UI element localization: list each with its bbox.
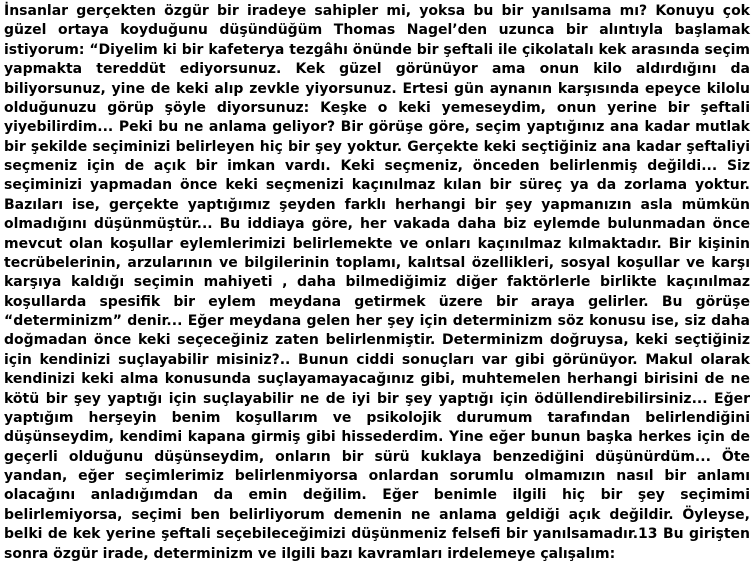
body-paragraph: İnsanlar gerçekten özgür bir iradeye sahipler mi, yoksa bu bir yanılsama mı? Konuyu çok güzel ortaya koyduğunu düşündüğüm Thomas Nagel’den uzunca bir alıntıyla başlamak istiyorum: “Diyelim ki bir kafeterya tezgâhı önünde bir şeftali ile çikolatalı kek arasında seçim yapmakta tereddüt ediyorsunuz. Kek güzel görünüyor ama onun kilo aldırdığını da biliyorsunuz, yine de keki alıp zevkle yiyorsunuz. Ertesi gün aynanın karşısında epeyce kilolu olduğunuzu görüp şöyle diyorsunuz: Keşke o keki yemeseydim, onun yerine bir şeftali yiyebilirdim... Peki bu ne anlama geliyor? Bir görüşe göre, seçim yaptığınız ana kadar mutlak bir şekilde seçiminizi belirleyen hiç bir şey yoktur. Gerçekte keki seçtiğiniz ana kadar şeftaliyi seçmeniz için de açık bir imkan vardı. Keki seçmeniz, önceden belirlenmiş değildi... Siz seçiminizi yapmadan önce keki seçmenizi kaçınılmaz kılan bir süreç ya da zorlama yoktur. Bazıları ise, gerçekte yaptığımız şeyden farklı herhangi bir şey yapmanızın asla mümkün olmadığını düşünmüştür... Bu iddiaya göre, her vakada daha biz eylemde bulunmadan önce mevcut olan koşullar eylemlerimizi belirlemekte ve onları kaçınılmaz kılmaktadır. Bir kişinin tecrübelerinin, arzularının ve bilgilerinin toplamı, kalıtsal özellikleri, sosyal koşullar ve karşı karşıya kaldığı seçimin mahiyeti , daha bilmediğimiz diğer faktörlerle birlikte kaçınılmaz koşullarda spesifik bir eylem meydana getirmek üzere bir araya gelirler. Bu görüşe “determinizm” denir... Eğer meydana gelen her şey için determinizm söz konusu ise, siz daha doğmadan önce keki seçeceğiniz zaten belirlenmiştir. Determinizm doğruysa, keki seçtiğiniz için kendinizi suçlayabilir misiniz?.. Bunun ciddi sonuçları var gibi görünüyor. Makul olarak kendinizi keki alma konusunda suçlayamayacağınız gibi, muhtemelen herhangi birisini de ne kötü bir şey yaptığı için suçlayabilir ne de iyi bir şey yaptığı için ödüllendirebilirsiniz... Eğer yaptığım herşeyin benim koşullarım ve psikolojik durumum tarafından belirlendiğini düşünseydim, kendimi kapana girmiş gibi hissederdim. Yine eğer bunun başka herkes için de geçerli olduğunu düşünseydim, onların bir sürü kuklaya benzediğini düşünürdüm... Öte yandan, eğer seçimlerimiz belirlenmiyorsa onlardan sorumlu olmamızın nasıl bir anlamı olacağını anladığımdan da emin değilim. Eğer benimle ilgili hiç bir şey seçimimi belirlemiyorsa, seçimi ben belirliyorum demenin ne anlama geldiği açık değildir. Öyleyse, belki de kek yerine şeftali seçebileceğimizi düşünmeniz felsefi bir yanılsamadır.13 Bu girişten sonra özgür irade, determinizm ve ilgili bazı kavramları irdelemeye çalışalım: — [4, 3, 750, 562]
